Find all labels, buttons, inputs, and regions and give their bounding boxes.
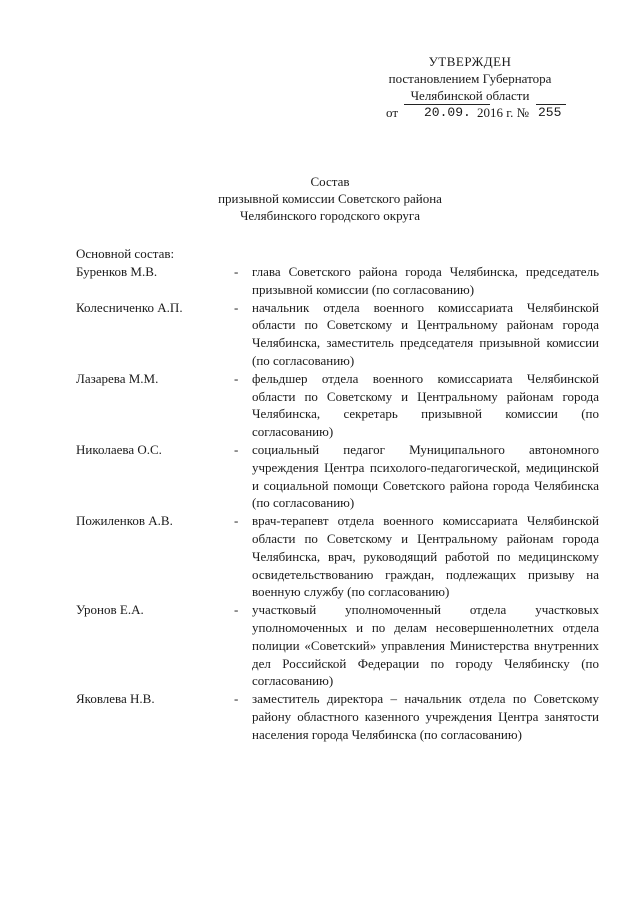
approval-number: 255: [538, 105, 562, 120]
date-suffix: 2016 г. №: [477, 105, 530, 120]
member-dash: -: [234, 370, 239, 386]
member-row: [76, 299, 606, 370]
member-role: участковый уполномоченный отдела участковых уполномоченных и по делам несовершеннолетних отдела полиции «Советский» управления Министерства внутренних дел Российской Федерации по городу Челябинску (по согласованию): [252, 602, 599, 689]
member-role: глава Советского района города Челябинска, председатель призывной комиссии (по согласованию): [252, 264, 599, 297]
member-name: Лазарева М.М.: [76, 370, 159, 386]
approval-title: УТВЕРЖДЕН: [428, 54, 512, 69]
member-role: фельдшер отдела военного комиссариата Челябинской области по Советскому и Центральному районам города Челябинска, секретарь призывной комиссии (по согласованию): [252, 370, 599, 440]
member-name: Пожиленков А.В.: [76, 513, 173, 529]
member-role: социальный педагог Муниципального автономного учреждения Центра психолого-педагогической, медицинской и социальной помощи Советского района города Челябинска (по согласованию): [252, 441, 599, 511]
heading-subtitle-district: Челябинского городского округа: [239, 208, 421, 223]
member-row: [76, 441, 606, 512]
member-name: Яковлева Н.В.: [76, 691, 155, 707]
approval-line-region: Челябинской области: [410, 88, 530, 103]
heading-title: Состав: [310, 174, 350, 189]
member-row: [76, 690, 606, 743]
approval-stamp: [340, 53, 600, 121]
section-label: Основной состав:: [76, 246, 175, 261]
date-prefix: от: [386, 105, 399, 120]
member-dash: -: [234, 513, 239, 529]
member-row: [76, 370, 606, 441]
approval-line-decree: постановлением Губернатора: [388, 71, 552, 86]
member-dash: -: [234, 602, 239, 618]
member-dash: -: [234, 691, 239, 707]
member-row: [76, 512, 606, 601]
member-dash: -: [234, 299, 239, 315]
member-dash: -: [234, 264, 239, 279]
member-dash: -: [234, 441, 239, 457]
member-row: [76, 601, 606, 690]
member-role: начальник отдела военного комиссариата Челябинской области по Советскому и Центральному районам города Челябинска, заместитель председателя призывной комиссии (по согласованию): [252, 299, 599, 368]
member-name: Колесниченко А.П.: [76, 299, 183, 315]
heading-subtitle: призывной комиссии Советского района: [218, 191, 442, 206]
member-role: врач-терапевт отдела военного комиссариата Челябинской области по Советскому и Центральному районам города Челябинска, врач, руководящий работой по медицинскому освидетельствованию граждан, подлежащих призыву на военную службу (по согласованию): [252, 513, 599, 600]
member-name: Уронов Е.А.: [76, 602, 144, 618]
approval-date: 20.09.: [424, 105, 471, 120]
commission-roster: [76, 245, 606, 744]
member-name: Николаева О.С.: [76, 441, 162, 457]
member-role: заместитель директора – начальник отдела по Советскому району областного казенного учреждения Центра занятости населения города Челябинска (по согласованию): [252, 691, 599, 742]
document-heading: [160, 173, 500, 224]
member-name: Буренков М.В.: [76, 264, 158, 279]
member-row: [76, 263, 606, 299]
approval-date-line: [340, 104, 600, 121]
